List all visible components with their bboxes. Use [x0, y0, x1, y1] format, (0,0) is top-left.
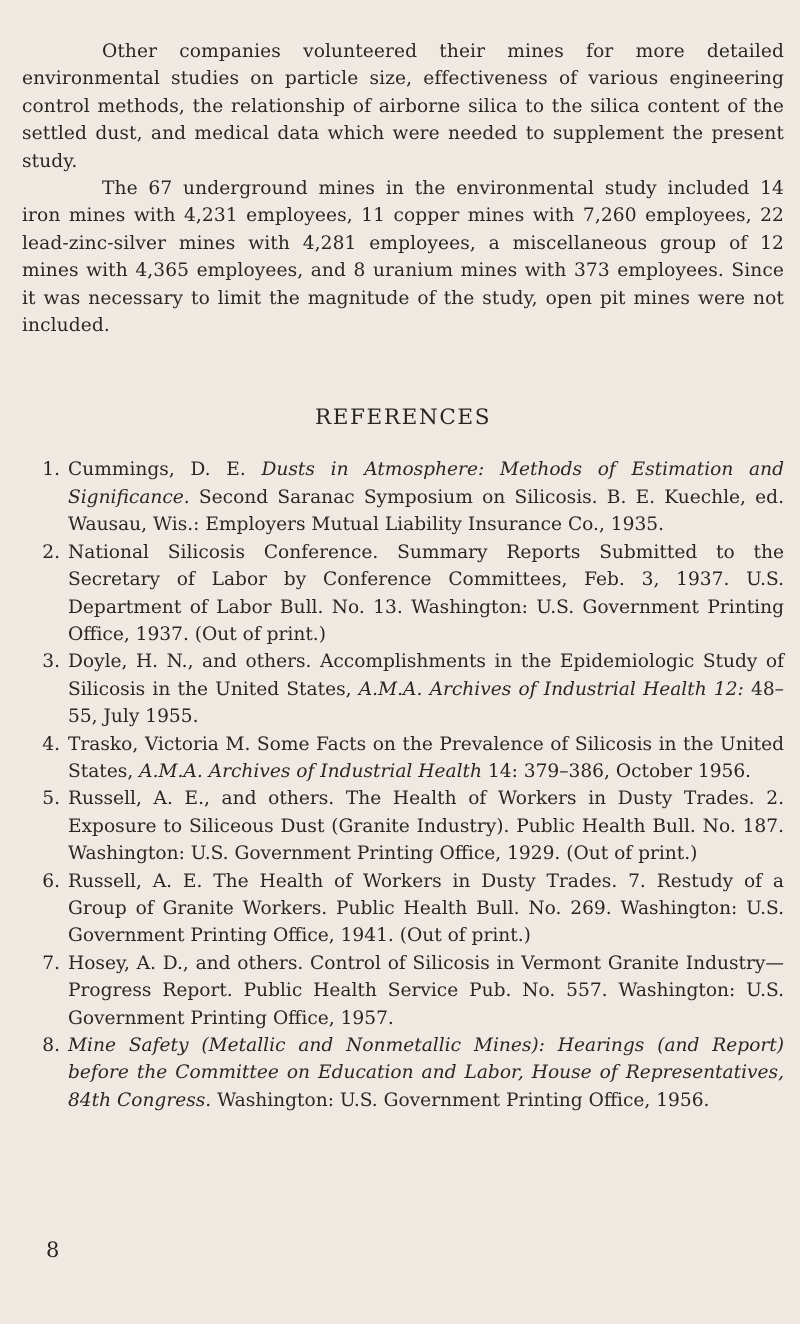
reference-details: Some Facts on the Prevalence of Silicosis in the United States, [68, 733, 785, 782]
reference-item-8 [22, 1032, 784, 1114]
reference-item-5 [22, 785, 784, 867]
reference-number: 8. [42, 1035, 60, 1056]
reference-number: 3. [42, 651, 60, 673]
reference-item-1 [22, 456, 784, 538]
reference-text [68, 868, 784, 950]
reference-details: Accomplishments in the Epidemiologic Study of Silicosis in the United States, [68, 651, 784, 700]
reference-author: Trasko, Victoria M. [68, 733, 251, 755]
reference-title: Mine Safety (Metallic and Nonmetallic Mines): Hearings (and Report) before the Committee on Education and Labor, House of Representatives, 84th Congress. [68, 1035, 784, 1111]
reference-text [68, 785, 784, 867]
reference-details: The Health of Workers in Dusty Trades. 7. Restudy of a Group of Granite Workers. Public Health Bull. No. 269. Washington: U.S. Government Printing Office, 1941. (Out of print.) [68, 870, 784, 947]
reference-text [68, 456, 784, 538]
reference-author: Doyle, H. N., and others. [68, 651, 312, 673]
reference-number: 5. [42, 788, 60, 810]
reference-tail: 48–55, July 1955. [68, 678, 784, 728]
document-page [22, 38, 784, 1114]
reference-number: 4. [42, 733, 60, 755]
reference-author: Cummings, D. E. [68, 459, 246, 481]
reference-number: 6. [42, 870, 60, 892]
reference-details: Washington: U.S. Government Printing Office, 1956. [217, 1089, 710, 1111]
intro-paragraph-2: The 67 underground mines in the environmental study included 14 iron mines with 4,231 employees, 11 copper mines with 7,260 employees, 22 lead-zinc-silver mines with 4,281 employees, a miscellaneous group of 12 mines with 4,365 employees, and 8 uranium mines with 373 employees. Since it was necessary to limit the magnitude of the study, open pit mines were not included. [22, 178, 784, 337]
reference-text [68, 1032, 784, 1114]
reference-journal: A.M.A. Archives of Industrial Health 12: [358, 678, 744, 700]
reference-text [68, 731, 784, 786]
reference-item-6 [22, 868, 784, 950]
reference-item-7 [22, 950, 784, 1032]
reference-author: Russell, A. E., and others. [68, 788, 335, 810]
references-list [22, 456, 784, 1114]
reference-author: Russell, A. E. [68, 870, 203, 892]
reference-item-2 [22, 539, 784, 649]
reference-number: 1. [42, 459, 60, 481]
reference-details: Second Saranac Symposium on Silicosis. B. E. Kuechle, ed. Wausau, Wis.: Employers Mutual Liability Insurance Co., 1935. [68, 486, 784, 536]
reference-text [68, 539, 784, 649]
reference-number: 7. [42, 952, 60, 974]
reference-item-4 [22, 731, 784, 786]
reference-title: Dusts in Atmosphere: Methods of Estimation and Significance. [68, 459, 785, 508]
reference-number: 2. [42, 541, 60, 563]
reference-journal: A.M.A. Archives of Industrial Health [139, 760, 482, 782]
reference-tail: 14: 379–386, October 1956. [487, 760, 752, 782]
reference-text [68, 950, 784, 1032]
reference-item-3 [22, 648, 784, 730]
reference-author: Hosey, A. D., and others. [68, 952, 304, 974]
page-number: 8 [46, 1238, 60, 1262]
reference-text [68, 648, 784, 730]
reference-details: The Health of Workers in Dusty Trades. 2. Exposure to Siliceous Dust (Granite Industry). Public Health Bull. No. 187. Washington: U.S. Government Printing Office, 1929. (Out of print.) [68, 788, 784, 865]
intro-paragraph-1: Other companies volunteered their mines for more detailed environmental studies on particle size, effectiveness of various engineering control methods, the relationship of airborne silica to the silica content of the settled dust, and medical data which were needed to supplement the present study. [22, 41, 784, 172]
references-heading: REFERENCES [314, 405, 492, 431]
reference-details: Summary Reports Submitted to the Secretary of Labor by Conference Committees, Feb. 3, 1937. U.S. Department of Labor Bull. No. 13. Washington: U.S. Government Printing Office, 1937. (Out of print.) [68, 541, 784, 645]
reference-details: Control of Silicosis in Vermont Granite Industry—Progress Report. Public Health Service Pub. No. 557. Washington: U.S. Government Printing Office, 1957. [68, 952, 784, 1029]
reference-author: National Silicosis Conference. [68, 541, 379, 563]
